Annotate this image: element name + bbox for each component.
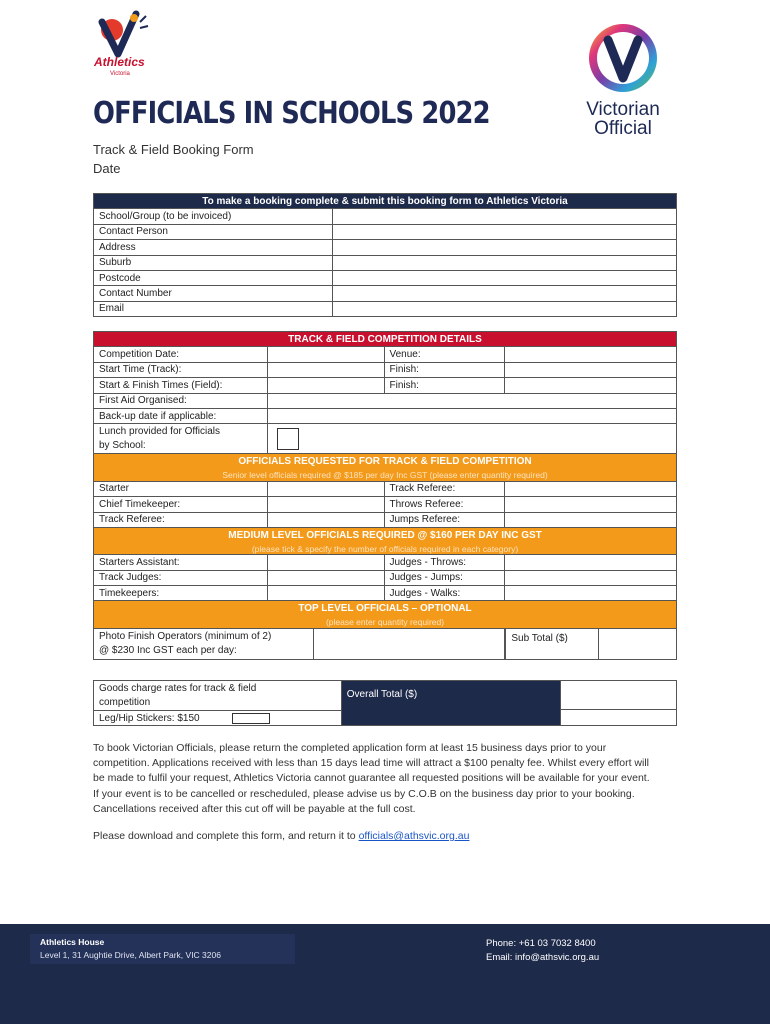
timekeepers-qty-input[interactable] <box>267 586 384 601</box>
field-label: Email <box>94 301 333 316</box>
overall-total-cell <box>561 681 677 726</box>
medium-right-label: Judges - Walks: <box>384 586 505 601</box>
competition-table <box>93 331 677 660</box>
postcode-input[interactable] <box>333 270 677 285</box>
email-input[interactable] <box>333 301 677 316</box>
track-referee-qty-input[interactable] <box>505 481 677 496</box>
senior-left-label: Track Referee: <box>94 512 268 527</box>
chief-timekeeper-qty-input[interactable] <box>267 497 384 512</box>
logo-right-text-2: Official <box>594 118 652 139</box>
backup-date-label: Back-up date if applicable: <box>94 408 268 423</box>
competition-header: TRACK & FIELD COMPETITION DETAILS <box>94 332 677 347</box>
goods-label-line1: Goods charge rates for track & field <box>99 682 257 694</box>
judges-jumps-qty-input[interactable] <box>505 570 677 585</box>
address-input[interactable] <box>333 240 677 255</box>
booking-header: To make a booking complete & submit this booking form to Athletics Victoria <box>94 194 677 209</box>
contact-person-input[interactable] <box>333 224 677 239</box>
first-aid-label: First Aid Organised: <box>94 393 268 408</box>
athletics-victoria-logo <box>88 8 158 78</box>
senior-right-label: Throws Referee: <box>384 497 505 512</box>
contact-number-input[interactable] <box>333 286 677 301</box>
senior-left-label: Chief Timekeeper: <box>94 497 268 512</box>
officials-email-link[interactable]: officials@athsvic.org.au <box>358 830 470 842</box>
senior-left-label: Starter <box>94 481 268 496</box>
lunch-label-line1: Lunch provided for Officials <box>99 425 220 437</box>
venue-input[interactable] <box>505 347 677 362</box>
finish-track-label: Finish: <box>384 362 505 377</box>
booking-table <box>93 193 677 317</box>
field-label: Contact Person <box>94 224 333 239</box>
logo-left-text: Athletics <box>94 55 145 69</box>
lunch-label <box>94 424 268 454</box>
overall-total-input[interactable] <box>561 681 676 710</box>
senior-right-label: Jumps Referee: <box>384 512 505 527</box>
field-label: Postcode <box>94 270 333 285</box>
stickers-checkbox[interactable] <box>232 713 270 724</box>
starters-assistant-qty-input[interactable] <box>267 555 384 570</box>
logo-left-subtext: Victoria <box>110 71 130 77</box>
form-subtitle: Track & Field Booking Form <box>93 142 254 157</box>
logo-right-text-1: Victorian <box>586 99 660 120</box>
top-officials-subheader: (please enter quantity required) <box>94 616 677 628</box>
senior-officials-header: OFFICIALS REQUESTED FOR TRACK & FIELD COMPETITION <box>94 454 677 469</box>
download-instructions <box>93 830 469 842</box>
stickers-label: Leg/Hip Stickers: $150 <box>99 712 200 724</box>
page-title: OFFICIALS IN SCHOOLS 2022 <box>93 96 490 131</box>
medium-right-label: Judges - Throws: <box>384 555 505 570</box>
goods-label <box>94 681 342 711</box>
throws-referee-qty-input[interactable] <box>505 497 677 512</box>
field-label: Contact Number <box>94 286 333 301</box>
start-finish-field-label: Start & Finish Times (Field): <box>94 378 268 393</box>
judges-throws-qty-input[interactable] <box>505 555 677 570</box>
medium-left-label: Starters Assistant: <box>94 555 268 570</box>
top-officials-header: TOP LEVEL OFFICIALS – OPTIONAL <box>94 601 677 616</box>
lunch-cell <box>267 424 676 454</box>
lunch-label-line2: by School: <box>99 439 146 451</box>
suburb-input[interactable] <box>333 255 677 270</box>
overall-total-label: Overall Total ($) <box>341 681 561 726</box>
finish-field-label: Finish: <box>384 378 505 393</box>
venue-label: Venue: <box>384 347 505 362</box>
start-time-track-input[interactable] <box>267 362 384 377</box>
field-label: School/Group (to be invoiced) <box>94 209 333 224</box>
medium-left-label: Timekeepers: <box>94 586 268 601</box>
subtotal-cell <box>505 628 677 659</box>
start-field-input[interactable] <box>267 378 384 393</box>
medium-left-label: Track Judges: <box>94 570 268 585</box>
school-input[interactable] <box>333 209 677 224</box>
photo-finish-label <box>94 628 314 659</box>
starter-qty-input[interactable] <box>267 481 384 496</box>
finish-track-input[interactable] <box>505 362 677 377</box>
footer-address: Level 1, 31 Aughtie Drive, Albert Park, VIC 3206 <box>40 950 221 960</box>
download-text: Please download and complete this form, and return it to <box>93 830 359 842</box>
competition-date-label: Competition Date: <box>94 347 268 362</box>
photo-finish-line1: Photo Finish Operators (minimum of 2) <box>99 630 272 642</box>
photo-finish-line2: @ $230 Inc GST each per day: <box>99 644 237 656</box>
senior-right-label: Track Referee: <box>384 481 505 496</box>
medium-right-label: Judges - Jumps: <box>384 570 505 585</box>
medium-officials-header: MEDIUM LEVEL OFFICIALS REQUIRED @ $160 PER DAY INC GST <box>94 527 677 542</box>
medium-officials-subheader: (please tick & specify the number of officials required in each category) <box>94 543 677 555</box>
footer-name: Athletics House <box>40 937 105 947</box>
subtotal-input[interactable] <box>599 629 676 659</box>
track-referee-2-qty-input[interactable] <box>267 512 384 527</box>
first-aid-input[interactable] <box>267 393 676 408</box>
field-label: Address <box>94 240 333 255</box>
date-label: Date <box>93 161 121 176</box>
goods-label-line2: competition <box>99 696 151 708</box>
victorian-official-logo <box>568 22 678 142</box>
booking-instructions: To book Victorian Officials, please return the completed application form at least 15 business days prior to your competition. Applications received with less than 15 days lead time will attract a $100 penalty fee. Whilst every effort will be made to fulfil your request, Athletics Victoria cannot guarantee all requested positions will be available for your event. If your event is to be cancelled or rescheduled, please advise us by C.O.B on the business day prior to your booking. Cancellations received after this cut off will be payable at the full cost. <box>93 742 650 815</box>
track-judges-qty-input[interactable] <box>267 570 384 585</box>
jumps-referee-qty-input[interactable] <box>505 512 677 527</box>
photo-finish-qty-input[interactable] <box>313 628 505 659</box>
judges-walks-qty-input[interactable] <box>505 586 677 601</box>
start-time-track-label: Start Time (Track): <box>94 362 268 377</box>
footer-phone: Phone: +61 03 7032 8400 <box>486 938 596 949</box>
stickers-row <box>94 711 342 726</box>
competition-date-input[interactable] <box>267 347 384 362</box>
totals-table <box>93 680 677 726</box>
field-label: Suburb <box>94 255 333 270</box>
lunch-checkbox[interactable] <box>277 428 299 450</box>
backup-date-input[interactable] <box>267 408 676 423</box>
senior-officials-subheader: Senior level officials required @ $185 per day Inc GST (please enter quantity required) <box>94 469 677 481</box>
finish-field-input[interactable] <box>505 378 677 393</box>
subtotal-label: Sub Total ($) <box>505 629 599 659</box>
footer-email: Email: info@athsvic.org.au <box>486 952 600 963</box>
